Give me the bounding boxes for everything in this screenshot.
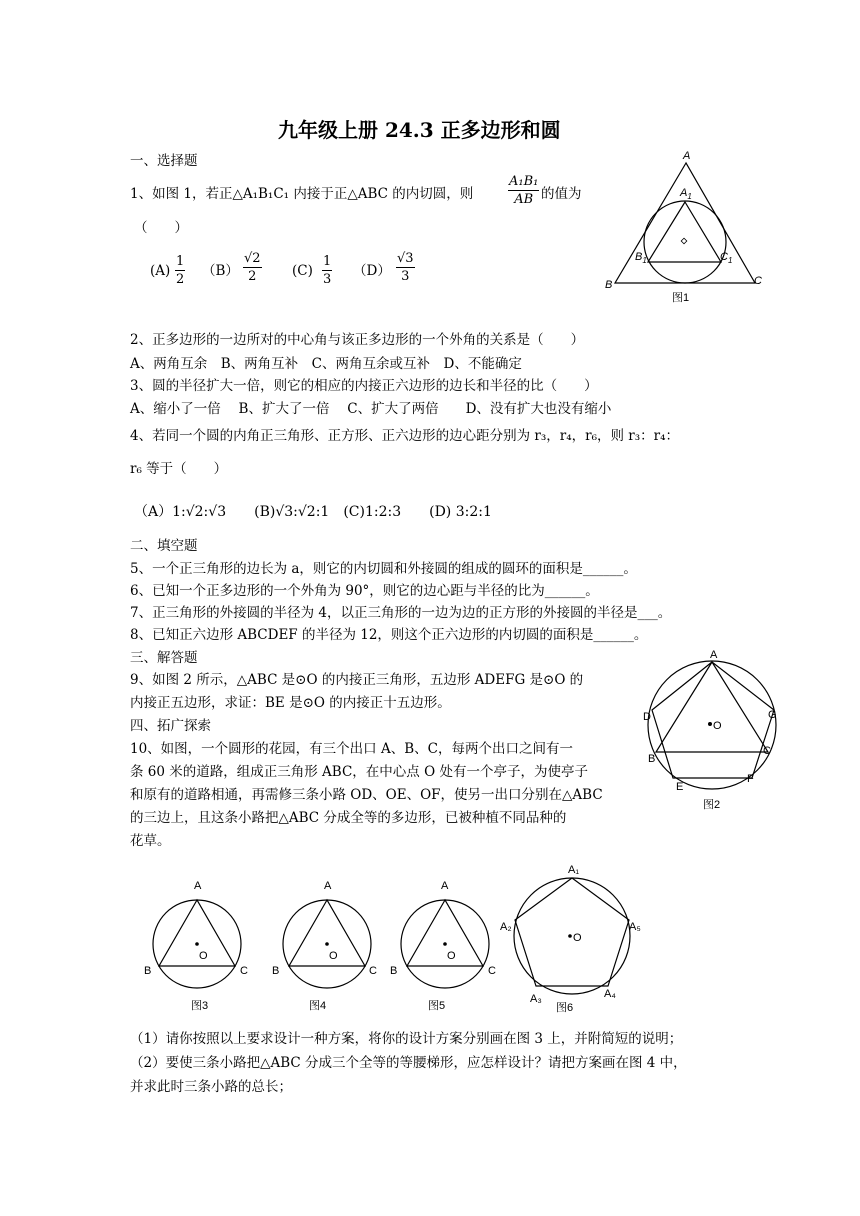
q1-option-d-den: 3 <box>401 269 410 284</box>
fig3-label-b: B <box>144 965 152 977</box>
fig1-label-b1-letter: B <box>635 251 643 263</box>
fig1-label-c: C <box>754 275 762 287</box>
fig5-label-b: B <box>390 965 398 977</box>
fig6-label-a4: A₄ <box>604 988 616 1000</box>
figure-4 <box>268 872 388 1017</box>
fig3-label-c: C <box>240 965 248 977</box>
fig1-incircle <box>644 201 726 283</box>
fig2-triangle <box>656 662 768 752</box>
q1-option-b-label: （B） <box>202 263 239 279</box>
fig5-label-a: A <box>441 880 449 892</box>
fig1-label-a1 <box>679 187 692 201</box>
question-10-line-2: 条 60 米的道路，组成正三角形 ABC，在中心点 O 处有一个亭子，为使亭子 <box>130 764 588 780</box>
fig1-center-mark <box>681 238 687 244</box>
fig4-label-c: C <box>369 965 377 977</box>
q1-option-d-num: √3 <box>397 251 414 266</box>
question-5-text: 5、一个正三角形的边长为 a，则它的内切圆和外接圆的组成的圆环的面积是______。 <box>130 561 637 577</box>
question-9-line-2: 内接正五边形，求证：BE 是⊙O 的内接正十五边形。 <box>130 695 451 711</box>
q1-option-c-label: (C) <box>292 263 313 279</box>
question-1-paren: （ ） <box>134 220 188 236</box>
fig4-triangle <box>289 900 365 966</box>
q1-option-a-den: 2 <box>176 272 185 287</box>
q1-option-a-label: (A) <box>150 263 171 279</box>
fig2-label-f: F <box>747 773 754 785</box>
question-3-text: 3、圆的半径扩大一倍，则它的相应的内接正六边形的边长和半径的比（ ） <box>130 378 598 394</box>
q1-option-b-den: 2 <box>248 269 257 284</box>
question-10-line-4: 的三边上，且这条小路把△ABC 分成全等的多边形，已被种植不同品种的 <box>130 810 567 826</box>
question-3-options: A、缩小了一倍 B、扩大了一倍 C、扩大了两倍 D、没有扩大也没有缩小 <box>130 401 612 417</box>
q1-option-c-value <box>322 255 332 286</box>
fig3-label-a: A <box>194 880 202 892</box>
question-1-suffix: 的值为 <box>541 186 582 202</box>
fig1-label-c1-sub: 1 <box>727 256 733 265</box>
question-10-part-2-cont: 并求此时三条小路的总长； <box>130 1079 292 1095</box>
question-4-text-2: r₆ 等于（ ） <box>130 461 228 477</box>
section-heading-answer: 三、解答题 <box>130 650 198 666</box>
q1-fraction-denominator: AB <box>514 192 534 207</box>
fig2-caption: 图2 <box>703 799 721 811</box>
q1-option-a-num: 1 <box>176 254 185 269</box>
fig4-label-b: B <box>272 965 280 977</box>
fig2-label-g: G <box>768 709 777 721</box>
question-10-part-1: （1）请你按照以上要求设计一种方案，将你的设计方案分别画在图 3 上，并附简短的说明； <box>130 1031 683 1047</box>
q1-option-b-value <box>243 252 262 283</box>
question-10-line-3: 和原有的道路相通，再需修三条小路 OD、OE、OF，使另一出口分别在△ABC <box>130 787 603 803</box>
question-10-part-2: （2）要使三条小路把△ABC 分成三个全等的等腰梯形，应怎样设计？请把方案画在图 4 中， <box>130 1055 687 1071</box>
fig3-triangle <box>159 900 235 966</box>
fig1-caption: 图1 <box>672 292 690 304</box>
fig1-label-c1-letter: C <box>720 251 728 263</box>
q1-option-d-label: （D） <box>353 263 391 279</box>
question-4-text: 4、若同一个圆的内角正三角形、正方形、正六边形的边心距分别为 r₃，r₄，r₆，则 r₃：r₄： <box>130 428 679 444</box>
section-heading-fill: 二、填空题 <box>130 538 198 554</box>
fig6-circle <box>514 878 630 994</box>
fig3-label-o: O <box>199 950 208 962</box>
question-6-text: 6、已知一个正多边形的一个外角为 90°，则它的边心距与半径的比为______。 <box>130 583 599 599</box>
question-4-options: （A）1:√2:√3 (B)√3:√2:1 (C)1:2:3 (D) 3:2:1 <box>134 504 492 520</box>
fig6-label-a3: A₃ <box>530 993 542 1005</box>
figure-2 <box>640 650 785 815</box>
fig6-label-o: O <box>573 932 582 944</box>
figure-1 <box>600 145 770 305</box>
fig1-outer-triangle <box>615 163 755 283</box>
question-7-text: 7、正三角形的外接圆的半径为 4，以正三角形的一边为边的正方形的外接圆的半径是___。 <box>130 605 672 621</box>
fig6-caption: 图6 <box>556 1002 574 1014</box>
fig6-label-a2: A₂ <box>500 921 512 933</box>
question-1-text: 1、如图 1，若正△A₁B₁C₁ 内接于正△ABC 的内切圆，则 <box>130 186 474 202</box>
question-9-line-1: 9、如图 2 所示，△ABC 是⊙O 的内接正三角形，五边形 ADEFG 是⊙O 的 <box>130 672 584 688</box>
question-2-options: A、两角互余 B、两角互补 C、两角互余或互补 D、不能确定 <box>130 356 522 372</box>
fig6-center-dot <box>568 934 572 938</box>
question-2-text: 2、正多边形的一边所对的中心角与该正多边形的一个外角的关系是（ ） <box>130 332 585 348</box>
q1-fraction <box>508 175 539 206</box>
fig2-circle <box>648 661 776 789</box>
fig4-center-dot <box>325 942 329 946</box>
question-10-line-5: 花草。 <box>130 833 171 849</box>
q1-option-c-den: 3 <box>323 272 332 287</box>
q1-fraction-numerator: A₁B₁ <box>509 174 539 189</box>
fig6-label-a1: A₁ <box>568 864 580 876</box>
fig5-caption: 图5 <box>428 1000 446 1012</box>
fig5-label-c: C <box>488 965 496 977</box>
figure-5 <box>385 872 505 1017</box>
fig4-label-o: O <box>329 950 338 962</box>
fig1-label-b: B <box>605 279 613 291</box>
q1-option-c-num: 1 <box>323 254 332 269</box>
section-heading-choice: 一、选择题 <box>130 153 198 169</box>
figure-3 <box>140 872 260 1017</box>
fig6-label-a5: A₅ <box>629 921 641 933</box>
fig1-label-b1-sub: 1 <box>642 256 647 265</box>
figure-6 <box>498 858 648 1020</box>
page-title: 九年级上册 24.3 正多边形和圆 <box>278 118 561 142</box>
question-10-line-1: 10、如图，一个圆形的花园，有三个出口 A、B、C，每两个出口之间有一 <box>130 741 573 757</box>
fig5-triangle <box>407 900 483 966</box>
fig1-label-c1 <box>720 251 732 265</box>
fig5-center-dot <box>443 942 447 946</box>
question-8-text: 8、已知正六边形 ABCDEF 的半径为 12，则这个正六边形的内切圆的面积是______。 <box>130 627 648 643</box>
fig3-center-dot <box>195 942 199 946</box>
fig2-label-c: C <box>763 745 771 757</box>
fig2-label-e: E <box>676 781 684 793</box>
fig2-label-b: B <box>648 753 656 765</box>
section-heading-explore: 四、拓广探索 <box>130 718 211 734</box>
fig2-label-o: O <box>713 720 722 732</box>
fig5-label-o: O <box>447 950 456 962</box>
fig2-label-d: D <box>643 711 651 723</box>
fig1-label-a1-letter: A <box>680 187 688 199</box>
fig1-label-a1-sub: 1 <box>687 192 692 201</box>
fig2-center-dot <box>708 722 712 726</box>
q1-option-b-num: √2 <box>244 251 261 266</box>
fig2-label-a: A <box>710 649 718 661</box>
fig3-caption: 图3 <box>191 1000 209 1012</box>
fig4-caption: 图4 <box>309 1000 327 1012</box>
fig1-label-a: A <box>683 150 691 162</box>
fig4-label-a: A <box>324 880 332 892</box>
q1-option-a-value <box>175 255 185 286</box>
q1-option-d-value <box>396 252 415 283</box>
